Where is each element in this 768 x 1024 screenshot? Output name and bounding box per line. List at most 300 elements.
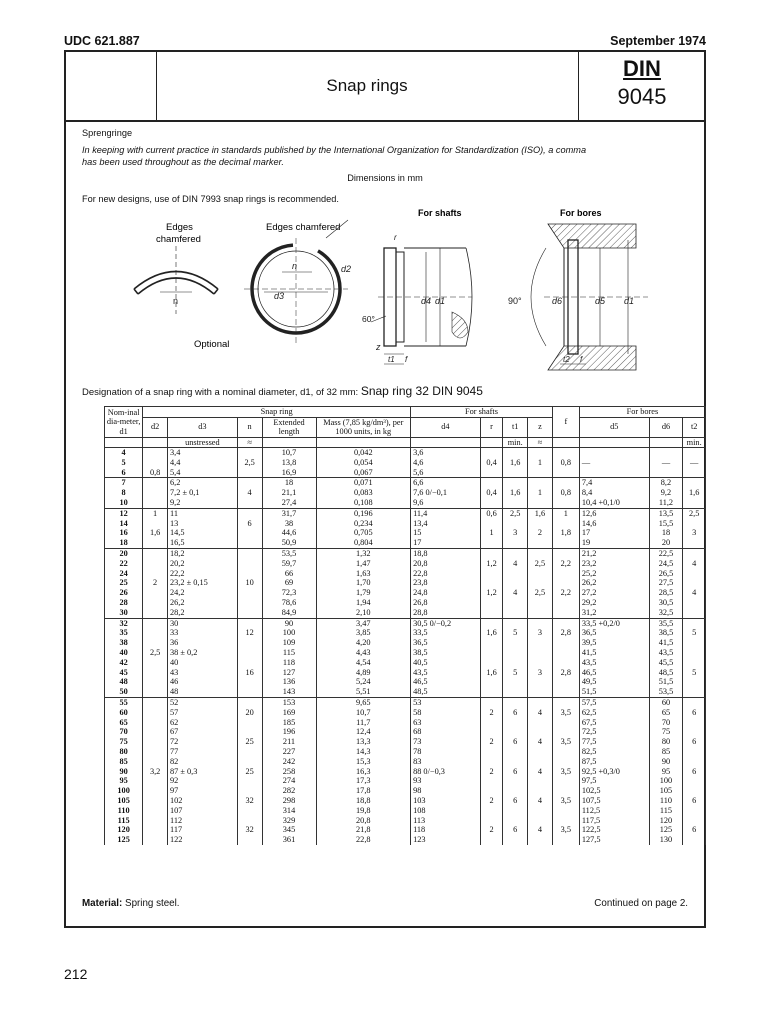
bore-t2-label: t2 — [563, 355, 570, 364]
table-cell — [683, 757, 706, 767]
table-cell: 14,3 — [316, 747, 411, 757]
table-cell: 38 ± 0,2 — [168, 648, 238, 658]
table-cell: 112 — [168, 815, 238, 825]
table-cell — [552, 757, 579, 767]
table-cell: 2,2 — [552, 559, 579, 569]
din-number: 9045 — [617, 84, 667, 109]
decimal-note-line-2: has been used throughout as the decimal marker. — [82, 157, 284, 167]
col-d4: d4 — [411, 417, 481, 437]
table-cell: 65 — [649, 708, 683, 718]
table-cell: 1,47 — [316, 559, 411, 569]
table-cell — [552, 697, 579, 707]
table-cell — [683, 648, 706, 658]
table-cell: 9,6 — [411, 498, 481, 508]
table-cell: 2,5 — [528, 588, 553, 598]
table-cell: 4 — [683, 559, 706, 569]
table-cell — [237, 786, 262, 796]
table-cell: 67,5 — [579, 718, 649, 728]
table-cell: 0,234 — [316, 519, 411, 529]
table-cell: 1,6 — [528, 508, 553, 518]
table-cell — [528, 718, 553, 728]
table-cell: 92,5 +0,3/0 — [579, 767, 649, 777]
table-row — [105, 677, 706, 687]
table-cell — [237, 697, 262, 707]
table-cell: 18,8 — [316, 796, 411, 806]
table-cell: 73 — [411, 737, 481, 747]
table-cell: 35 — [105, 628, 143, 638]
table-cell — [503, 786, 528, 796]
table-cell: 98 — [411, 786, 481, 796]
table-cell: 22,8 — [411, 569, 481, 579]
table-cell: 3 — [528, 668, 553, 678]
table-cell — [528, 468, 553, 478]
table-cell: 2,5 — [503, 508, 528, 518]
table-cell: 43 — [168, 668, 238, 678]
table-cell: 5 — [683, 668, 706, 678]
table-cell — [528, 519, 553, 529]
table-row — [105, 708, 706, 718]
table-cell: 32 — [105, 618, 143, 628]
table-cell: 70 — [105, 727, 143, 737]
table-cell — [683, 548, 706, 558]
table-cell — [237, 559, 262, 569]
table-cell — [552, 638, 579, 648]
table-cell: 44,6 — [262, 528, 316, 538]
table-cell — [237, 538, 262, 548]
table-cell: 52 — [168, 697, 238, 707]
table-cell — [552, 658, 579, 668]
table-cell: 100 — [262, 628, 316, 638]
table-cell: 82,5 — [579, 747, 649, 757]
table-cell: 0,8 — [552, 488, 579, 498]
table-cell — [237, 569, 262, 579]
table-cell: 70 — [649, 718, 683, 728]
table-cell: 22,8 — [316, 835, 411, 845]
german-title: Sprengringe — [82, 128, 133, 138]
table-cell: 36,5 — [411, 638, 481, 648]
table-cell: 18,2 — [168, 548, 238, 558]
table-cell: 227 — [262, 747, 316, 757]
table-cell — [528, 478, 553, 488]
table-row — [105, 776, 706, 786]
label-for-bores: For bores — [560, 208, 602, 218]
table-cell: 17 — [579, 528, 649, 538]
table-cell — [237, 687, 262, 697]
table-cell — [552, 569, 579, 579]
dimensions-note: Dimensions in mm — [347, 173, 423, 183]
table-cell: 24,5 — [649, 559, 683, 569]
table-cell — [552, 468, 579, 478]
table-cell — [237, 806, 262, 816]
table-cell — [237, 677, 262, 687]
table-cell: 93 — [411, 776, 481, 786]
table-cell: 21,1 — [262, 488, 316, 498]
table-cell — [503, 687, 528, 697]
table-cell: 1,63 — [316, 569, 411, 579]
table-cell: 5 — [503, 668, 528, 678]
table-cell — [552, 519, 579, 529]
table-cell: 2,5 — [237, 458, 262, 468]
table-cell: 16 — [237, 668, 262, 678]
table-cell: 12 — [105, 508, 143, 518]
table-cell: 5,51 — [316, 687, 411, 697]
table-cell — [480, 598, 503, 608]
shaft-section-view — [362, 233, 472, 364]
table-cell — [503, 835, 528, 845]
table-cell: 27,5 — [649, 578, 683, 588]
table-cell — [143, 478, 168, 488]
table-cell: 19,8 — [316, 806, 411, 816]
table-cell: 24 — [105, 569, 143, 579]
table-cell — [143, 448, 168, 458]
bore-angle-label: 90° — [508, 296, 522, 306]
table-cell: 2,10 — [316, 608, 411, 618]
table-cell — [237, 835, 262, 845]
table-cell — [528, 498, 553, 508]
table-cell: 12,4 — [316, 727, 411, 737]
group-for-shafts: For shafts — [411, 407, 553, 418]
table-cell — [503, 498, 528, 508]
table-cell: 27,4 — [262, 498, 316, 508]
table-cell: 30,5 — [649, 598, 683, 608]
table-cell — [480, 815, 503, 825]
table-cell — [528, 658, 553, 668]
table-row — [105, 488, 706, 498]
table-cell — [683, 718, 706, 728]
table-cell: 0,4 — [480, 458, 503, 468]
table-cell — [143, 786, 168, 796]
table-cell — [143, 618, 168, 628]
table-cell — [237, 478, 262, 488]
table-cell: 107,5 — [579, 796, 649, 806]
table-cell — [503, 548, 528, 558]
table-cell — [480, 687, 503, 697]
table-cell — [552, 806, 579, 816]
table-cell — [143, 815, 168, 825]
table-cell — [143, 548, 168, 558]
table-cell — [683, 608, 706, 618]
table-cell: 11,4 — [411, 508, 481, 518]
table-cell — [143, 718, 168, 728]
table-cell: 5,24 — [316, 677, 411, 687]
table-cell: 18,8 — [411, 548, 481, 558]
material-label: Material: — [82, 898, 123, 909]
table-row — [105, 608, 706, 618]
table-cell — [143, 458, 168, 468]
table-cell: 53,5 — [649, 687, 683, 697]
table-cell: 40 — [105, 648, 143, 658]
table-cell: 60 — [105, 708, 143, 718]
table-cell: 1 — [480, 528, 503, 538]
table-cell: 15,5 — [649, 519, 683, 529]
table-cell — [552, 618, 579, 628]
table-cell: 14,5 — [168, 528, 238, 538]
table-row — [105, 747, 706, 757]
table-cell: 53,5 — [262, 548, 316, 558]
table-cell — [528, 776, 553, 786]
table-cell: 258 — [262, 767, 316, 777]
table-cell: 5 — [503, 628, 528, 638]
table-cell — [237, 508, 262, 518]
table-cell: 1,2 — [480, 559, 503, 569]
table-cell: 1 — [143, 508, 168, 518]
table-cell: 40,5 — [411, 658, 481, 668]
table-cell: 1,6 — [480, 628, 503, 638]
table-cell: 90 — [262, 618, 316, 628]
table-cell — [503, 618, 528, 628]
table-cell: 20,2 — [168, 559, 238, 569]
table-cell — [503, 776, 528, 786]
table-cell: 2 — [480, 708, 503, 718]
table-cell: 90 — [649, 757, 683, 767]
table-cell: 29,2 — [579, 598, 649, 608]
table-cell: 153 — [262, 697, 316, 707]
table-cell: 17 — [411, 538, 481, 548]
table-cell — [480, 538, 503, 548]
label-edges: Edges — [166, 222, 193, 233]
table-row — [105, 727, 706, 737]
table-cell: 2 — [480, 825, 503, 835]
table-cell: 136 — [262, 677, 316, 687]
table-cell: 43,5 — [579, 658, 649, 668]
table-cell: 2,8 — [552, 628, 579, 638]
table-cell: 25 — [237, 767, 262, 777]
table-cell: 5,6 — [411, 468, 481, 478]
table-cell — [683, 598, 706, 608]
table-cell: 68 — [411, 727, 481, 737]
table-cell: 32 — [237, 796, 262, 806]
table-cell: 3 — [503, 528, 528, 538]
table-cell: 361 — [262, 835, 316, 845]
table-cell — [480, 747, 503, 757]
table-cell: 1,6 — [683, 488, 706, 498]
table-cell: 6 — [503, 708, 528, 718]
table-cell: 38 — [262, 519, 316, 529]
table-cell — [503, 718, 528, 728]
table-cell: 24,8 — [411, 588, 481, 598]
table-cell — [552, 776, 579, 786]
table-cell — [503, 538, 528, 548]
table-cell: 8,4 — [579, 488, 649, 498]
shaft-f-label: f — [405, 355, 408, 364]
table-cell: 30 — [168, 618, 238, 628]
table-cell: 22,5 — [649, 548, 683, 558]
table-cell: 97,5 — [579, 776, 649, 786]
table-cell — [143, 559, 168, 569]
table-cell: 66 — [262, 569, 316, 579]
table-cell: 57,5 — [579, 697, 649, 707]
table-cell: 50,9 — [262, 538, 316, 548]
table-cell: 36 — [168, 638, 238, 648]
table-cell — [237, 588, 262, 598]
table-cell: 3,6 — [411, 448, 481, 458]
table-cell: 10,7 — [262, 448, 316, 458]
table-cell: 36,5 — [579, 628, 649, 638]
table-cell — [528, 806, 553, 816]
table-cell: 113 — [411, 815, 481, 825]
table-cell: 15,3 — [316, 757, 411, 767]
table-cell: 10 — [237, 578, 262, 588]
table-cell: 3,5 — [552, 796, 579, 806]
table-cell: 1 — [552, 508, 579, 518]
table-cell: 242 — [262, 757, 316, 767]
recommendation-note: For new designs, use of DIN 7993 snap rings is recommended. — [82, 194, 339, 204]
designation-text: Designation of a snap ring with a nominal diameter, d1, of 32 mm: — [82, 387, 359, 398]
table-cell — [143, 658, 168, 668]
table-cell — [480, 776, 503, 786]
table-cell — [237, 648, 262, 658]
table-cell: 4 — [528, 737, 553, 747]
table-cell: 6 — [503, 796, 528, 806]
table-cell: 0,071 — [316, 478, 411, 488]
table-cell: 125 — [105, 835, 143, 845]
table-cell: 4,43 — [316, 648, 411, 658]
table-cell: 105 — [649, 786, 683, 796]
snap-ring-drawing — [116, 204, 686, 374]
table-cell — [480, 548, 503, 558]
table-cell — [237, 727, 262, 737]
table-cell: 60 — [649, 697, 683, 707]
table-cell: 115 — [649, 806, 683, 816]
table-cell — [683, 677, 706, 687]
table-cell: 10 — [105, 498, 143, 508]
table-cell — [528, 448, 553, 458]
table-cell: 11,2 — [649, 498, 683, 508]
table-cell: 25 — [105, 578, 143, 588]
table-row — [105, 569, 706, 579]
table-cell: 1,6 — [143, 528, 168, 538]
table-cell: 10,4 +0,1/0 — [579, 498, 649, 508]
table-cell: 0,083 — [316, 488, 411, 498]
table-cell: 27,2 — [579, 588, 649, 598]
table-cell: 120 — [649, 815, 683, 825]
optional-n-label: n — [173, 296, 179, 306]
table-cell: 2 — [480, 737, 503, 747]
table-cell — [552, 538, 579, 548]
table-cell — [683, 498, 706, 508]
table-cell: 6 — [237, 519, 262, 529]
table-cell: 3,5 — [552, 767, 579, 777]
table-cell — [528, 677, 553, 687]
table-cell: 13,4 — [411, 519, 481, 529]
table-cell: 82 — [168, 757, 238, 767]
table-cell — [683, 727, 706, 737]
table-cell — [683, 569, 706, 579]
table-cell — [683, 687, 706, 697]
table-cell — [528, 835, 553, 845]
table-cell: 6 — [105, 468, 143, 478]
table-cell: 1,94 — [316, 598, 411, 608]
table-cell: 13,3 — [316, 737, 411, 747]
table-cell — [143, 737, 168, 747]
table-cell: 4,20 — [316, 638, 411, 648]
table-cell: 72 — [168, 737, 238, 747]
table-cell: 1,32 — [316, 548, 411, 558]
table-cell: 6 — [683, 825, 706, 835]
table-cell: 32,5 — [649, 608, 683, 618]
table-cell: 3 — [683, 528, 706, 538]
table-cell: 0,042 — [316, 448, 411, 458]
table-cell: 21,2 — [579, 548, 649, 558]
table-row — [105, 796, 706, 806]
table-row — [105, 757, 706, 767]
bore-d1-label: d1 — [624, 296, 635, 306]
table-row — [105, 498, 706, 508]
table-cell: 20 — [237, 708, 262, 718]
table-cell — [683, 786, 706, 796]
table-cell — [552, 548, 579, 558]
table-cell — [683, 776, 706, 786]
table-cell — [552, 648, 579, 658]
table-cell: 30,5 0/−0,2 — [411, 618, 481, 628]
table-cell — [237, 598, 262, 608]
table-cell: 211 — [262, 737, 316, 747]
table-cell — [683, 578, 706, 588]
table-cell: 49,5 — [579, 677, 649, 687]
table-cell: 26,2 — [168, 598, 238, 608]
sub-t2-min: min. — [683, 437, 706, 448]
table-cell — [480, 806, 503, 816]
bore-f-label: f — [580, 355, 583, 364]
table-cell: 90 — [105, 767, 143, 777]
table-cell: 20,8 — [316, 815, 411, 825]
table-cell: 118 — [411, 825, 481, 835]
table-cell: 14 — [105, 519, 143, 529]
table-cell: 39,5 — [579, 638, 649, 648]
table-row — [105, 687, 706, 697]
table-cell: 43,5 — [411, 668, 481, 678]
table-cell: 9,65 — [316, 697, 411, 707]
table-cell: 87 ± 0,3 — [168, 767, 238, 777]
table-cell: 7,4 — [579, 478, 649, 488]
table-row — [105, 538, 706, 548]
table-cell — [528, 638, 553, 648]
table-cell: 23,2 — [579, 559, 649, 569]
table-cell: 118 — [262, 658, 316, 668]
table-cell — [503, 478, 528, 488]
table-cell — [143, 538, 168, 548]
table-cell — [528, 757, 553, 767]
table-cell: 45,5 — [649, 658, 683, 668]
table-cell: 4 — [503, 588, 528, 598]
table-cell: 80 — [105, 747, 143, 757]
designation-line — [82, 385, 483, 400]
table-cell: 4 — [503, 559, 528, 569]
table-cell — [237, 747, 262, 757]
table-cell — [683, 618, 706, 628]
table-cell: 1 — [528, 488, 553, 498]
table-cell: 67 — [168, 727, 238, 737]
sub-t1-min: min. — [503, 437, 528, 448]
shaft-r-label: r — [394, 233, 397, 242]
table-cell: 17,8 — [316, 786, 411, 796]
table-cell — [503, 519, 528, 529]
table-row — [105, 528, 706, 538]
table-cell — [237, 548, 262, 558]
label-for-shafts: For shafts — [418, 208, 462, 218]
table-cell — [552, 747, 579, 757]
table-row — [105, 548, 706, 558]
table-cell: 46 — [168, 677, 238, 687]
table-cell: 85 — [105, 757, 143, 767]
table-cell: 110 — [105, 806, 143, 816]
table-row — [105, 638, 706, 648]
table-cell — [503, 569, 528, 579]
table-cell — [480, 648, 503, 658]
table-cell — [237, 608, 262, 618]
bore-section-view — [508, 224, 648, 370]
table-cell: 103 — [411, 796, 481, 806]
